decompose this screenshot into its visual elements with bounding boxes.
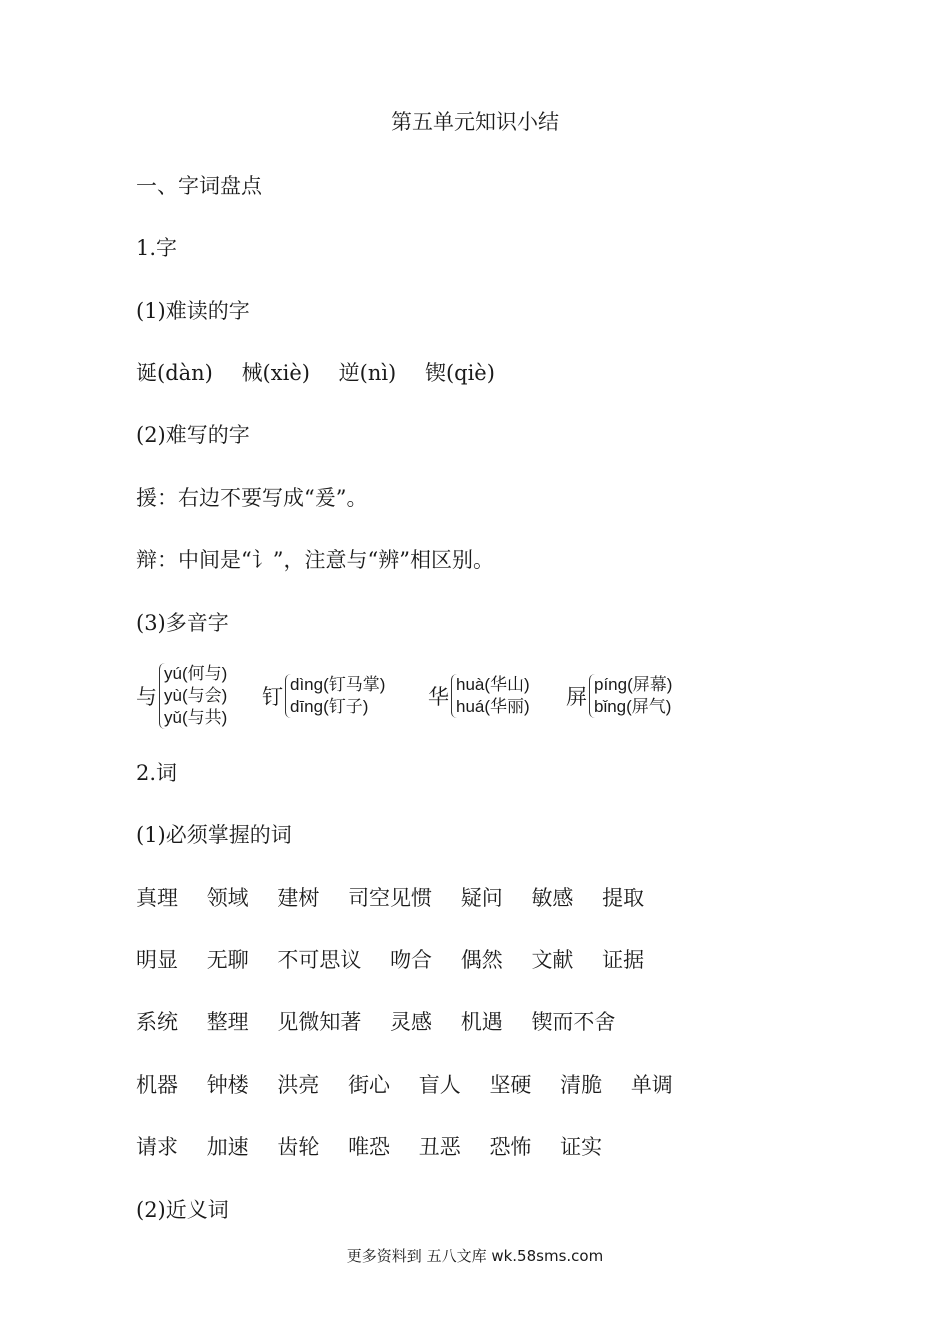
must-master-heading: (1)必须掌握的词 xyxy=(136,823,292,847)
hard-read-item: 逆(nì) xyxy=(338,361,397,385)
reading: yú(何与) xyxy=(164,664,228,683)
vocab-word: 加速 xyxy=(206,1135,249,1159)
vocab-word: 齿轮 xyxy=(277,1135,320,1159)
reading: dìng(钉马掌) xyxy=(290,675,386,694)
polyphone-group xyxy=(428,658,530,734)
hard-read-item: 锲(qiè) xyxy=(424,361,495,385)
footer-watermark: 更多资料到 五八文库 wk.58sms.com xyxy=(346,1247,604,1265)
vocab-word: 盲人 xyxy=(418,1073,461,1097)
brace xyxy=(589,674,672,718)
vocab-word: 街心 xyxy=(348,1073,391,1097)
hard-to-read-heading: (1)难读的字 xyxy=(136,299,250,323)
vocab-word: 单调 xyxy=(630,1073,673,1097)
reading: yǔ(与共) xyxy=(164,708,228,727)
word-row xyxy=(136,1069,695,1099)
vocab-word: 建树 xyxy=(277,886,320,910)
subsection-characters: 1.字 xyxy=(136,236,178,260)
word-row xyxy=(136,882,666,912)
vocab-word: 整理 xyxy=(206,1010,249,1034)
hard-write-note: 援：右边不要写成“爰”。 xyxy=(136,486,368,510)
polyphone-group xyxy=(262,658,385,734)
polyphone-group xyxy=(136,658,227,734)
vocab-word: 司空见惯 xyxy=(348,886,433,910)
vocab-word: 请求 xyxy=(136,1135,178,1159)
vocab-word: 清脆 xyxy=(560,1073,603,1097)
vocab-word: 敏感 xyxy=(531,886,574,910)
vocab-word: 明显 xyxy=(136,948,178,972)
vocab-word: 证据 xyxy=(602,948,645,972)
polyphone-char: 华 xyxy=(428,685,449,709)
reading: yù(与会) xyxy=(164,686,228,705)
brace xyxy=(451,674,530,718)
vocab-word: 丑恶 xyxy=(418,1135,461,1159)
vocab-word: 不可思议 xyxy=(277,948,362,972)
brace xyxy=(285,674,385,718)
reading: bǐng(屏气) xyxy=(594,697,672,716)
vocab-word: 无聊 xyxy=(206,948,249,972)
vocab-word: 灵感 xyxy=(390,1010,433,1034)
hard-read-item: 械(xiè) xyxy=(241,361,310,385)
polyphone-char: 与 xyxy=(136,685,157,709)
vocab-word: 证实 xyxy=(560,1135,603,1159)
vocab-word: 偶然 xyxy=(460,948,503,972)
polyphone-char: 屏 xyxy=(566,685,587,709)
reading: huá(华丽) xyxy=(456,697,530,716)
word-row xyxy=(136,1006,637,1036)
vocab-word: 提取 xyxy=(602,886,645,910)
word-row xyxy=(136,1131,624,1161)
reading: huà(华山) xyxy=(456,675,530,694)
hard-write-note: 辩：中间是“讠”，注意与“辨”相区别。 xyxy=(136,548,494,572)
vocab-word: 机遇 xyxy=(460,1010,503,1034)
vocab-word: 见微知著 xyxy=(277,1010,362,1034)
subsection-words: 2.词 xyxy=(136,761,178,785)
polyphone-char: 钉 xyxy=(262,685,283,709)
page-title: 第五单元知识小结 xyxy=(391,110,559,134)
vocab-word: 钟楼 xyxy=(206,1073,249,1097)
vocab-word: 唯恐 xyxy=(348,1135,391,1159)
vocab-word: 文献 xyxy=(531,948,574,972)
vocab-word: 恐怖 xyxy=(489,1135,532,1159)
hard-to-write-heading: (2)难写的字 xyxy=(136,423,250,447)
reading: dīng(钉子) xyxy=(290,697,369,716)
polyphone-group xyxy=(566,658,672,734)
hard-read-item: 诞(dàn) xyxy=(136,361,213,385)
synonyms-heading: (2)近义词 xyxy=(136,1198,229,1222)
section-heading-words: 一、字词盘点 xyxy=(136,174,262,198)
vocab-word: 机器 xyxy=(136,1073,178,1097)
vocab-word: 吻合 xyxy=(390,948,433,972)
polyphone-heading: (3)多音字 xyxy=(136,611,229,635)
vocab-word: 真理 xyxy=(136,886,178,910)
hard-to-read-list xyxy=(136,357,517,387)
brace xyxy=(159,663,227,729)
vocab-word: 坚硬 xyxy=(489,1073,532,1097)
word-row xyxy=(136,944,666,974)
vocab-word: 锲而不舍 xyxy=(531,1010,616,1034)
vocab-word: 系统 xyxy=(136,1010,178,1034)
vocab-word: 疑问 xyxy=(460,886,503,910)
reading: píng(屏幕) xyxy=(594,675,673,694)
vocab-word: 洪亮 xyxy=(277,1073,320,1097)
vocab-word: 领域 xyxy=(206,886,249,910)
